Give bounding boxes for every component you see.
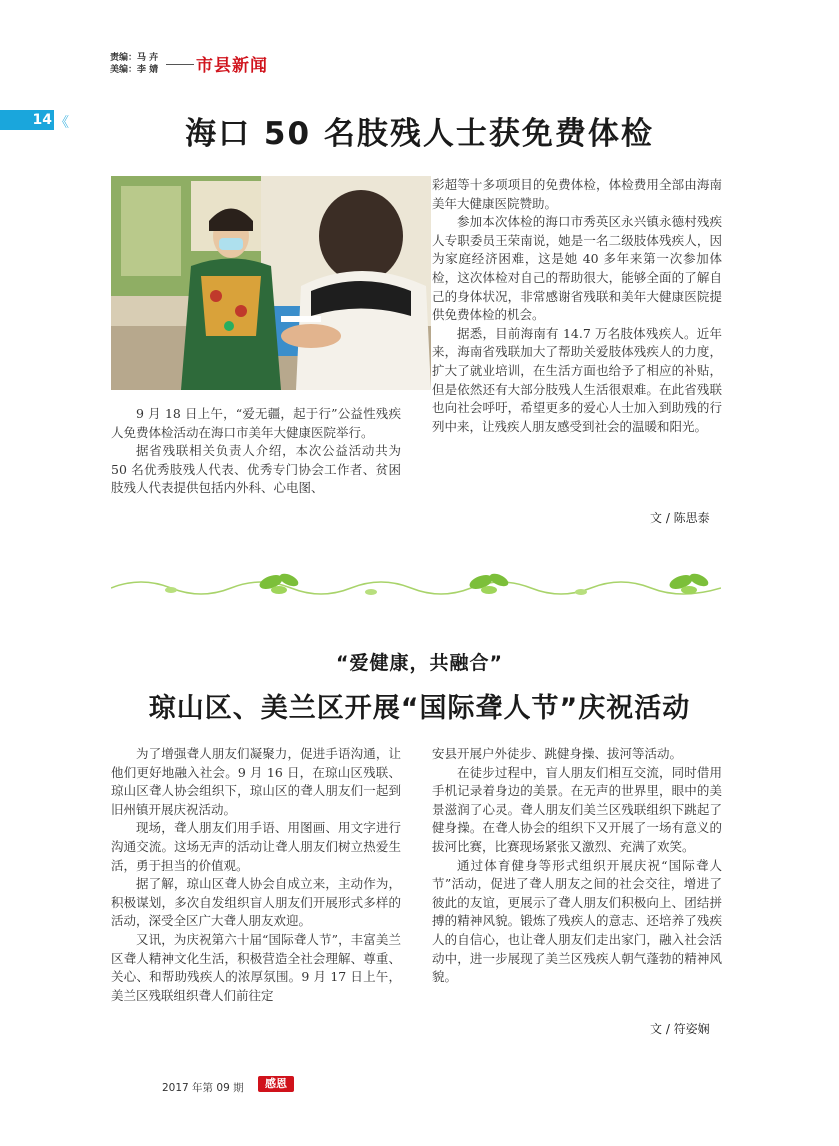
header-rule [166,64,194,65]
photo-illustration [111,176,431,390]
article2-left-paragraph: 为了增强聋人朋友们凝聚力，促进手语沟通，让他们更好地融入社会。9 月 16 日，在琼山区残联、琼山区聋人协会组织下，琼山区的聋人朋友们一起到旧州镇开展庆祝活动。 [111,746,401,817]
article2-left-paragraph: 又讯，为庆祝第六十届“国际聋人节”，丰富美兰区聋人精神文化生活，积极营造全社会理解、尊重、关心、和帮助残疾人的浓厚氛围。9 月 17 日上午，美兰区残联组织聋人们前往定 [111,931,401,1003]
article1-right-column [432,176,722,436]
designer-line: 美编：李 婧 [110,65,159,75]
article2-title: 琼山区、美兰区开展“国际聋人节”庆祝活动 [148,693,691,724]
article1-right-continuation: 彩超等十多项项目的免费体检，体检费用全部由海南美年大健康医院赞助。 [432,177,722,211]
page-marker-icon: 《 [55,115,69,131]
article1-right-paragraph: 据悉，目前海南有 14.7 万名肢体残疾人。近年来，海南省残联加大了帮助关爱肢体残疾人的力度，扩大了就业培训，在生活方面也给予了相应的补贴，但是依然还有大部分肢残人生活很艰难。在此省残联也向社会呼吁，希望更多的爱心人士加入到助残的行列中来，让残疾人朋友感受到社会的温暖和阳光。 [432,325,722,434]
article1-right-paragraph: 参加本次体检的海口市秀英区永兴镇永德村残疾人专职委员王荣南说，她是一名二级肢体残疾人，因为家庭经济困难，这是她 40 多年来第一次参加体检，这次体检对自己的帮助很大，能够全面的了解自己的身体状况，非常感谢省残联和美年大健康医院提供免费体检的机会。 [432,214,722,323]
editor-line: 责编：马 卉 [110,53,159,63]
issue-number: 2017 年第 09 期 [162,1082,244,1094]
article1-left-paragraph: 9 月 18 日上午，“爱无疆，起于行”公益性残疾人免费体检活动在海口市美年大健康医院举行。 [111,406,401,440]
medical-checkup-photo [111,176,431,390]
article2-subtitle: “爱健康，共融合” [336,652,503,674]
article2-right-paragraph: 在徒步过程中，盲人朋友们相互交流，同时借用手机记录着身边的美景。在无声的世界里，眼中的美景滋润了心灵。聋人朋友们美兰区残联组织下跳起了健身操。在聋人协会的组织下又开展了一场有意义的拔河比赛，比赛现场紧张又激烈、充满了欢笑。 [432,764,722,854]
page-number-tab: 14 [0,110,54,130]
article1-title: 海口 50 名肢残人士获免费体检 [185,116,654,152]
article1-left-column [111,405,401,498]
article2-byline: 文 / 符姿娴 [650,1022,710,1036]
article2-left-paragraph: 据了解，琼山区聋人协会自成立来，主动作为，积极谋划，多次自发组织盲人朋友们开展形式多样的活动，深受全区广大聋人朋友欢迎。 [111,876,401,929]
magazine-logo: 感恩 [258,1076,294,1092]
article2-right-paragraph: 通过体育健身等形式组织开展庆祝“国际聋人节”活动，促进了聋人朋友之间的社会交往，增进了彼此的友谊，更展示了聋人朋友们积极向上、团结拼搏的精神风貌。锻炼了残疾人的意志、还培养了残疾人的自信心，也让聋人朋友们走出家门，融入社会活动中，进一步展现了美兰区残疾人朝气蓬勃的精神风貌。 [432,857,722,985]
editor-credits [110,52,158,76]
article2-right-continuation: 安县开展户外徒步、跳健身操、拔河等活动。 [432,746,683,761]
article2-right-column [432,745,722,987]
article1-left-paragraph: 据省残联相关负责人介绍，本次公益活动共为 50 名优秀肢残人代表、优秀专门协会工作者、贫困肢残人代表提供包括内外科、心电图、 [111,443,401,496]
article1-byline: 文 / 陈思泰 [650,511,710,525]
article2-left-column [111,745,401,1005]
section-title: 市县新闻 [196,56,268,76]
leaf-vine-divider [111,568,721,602]
article2-left-paragraph: 现场，聋人朋友们用手语、用图画、用文字进行沟通交流。这场无声的活动让聋人朋友们树立热爱生活，勇于担当的价值观。 [111,820,401,873]
